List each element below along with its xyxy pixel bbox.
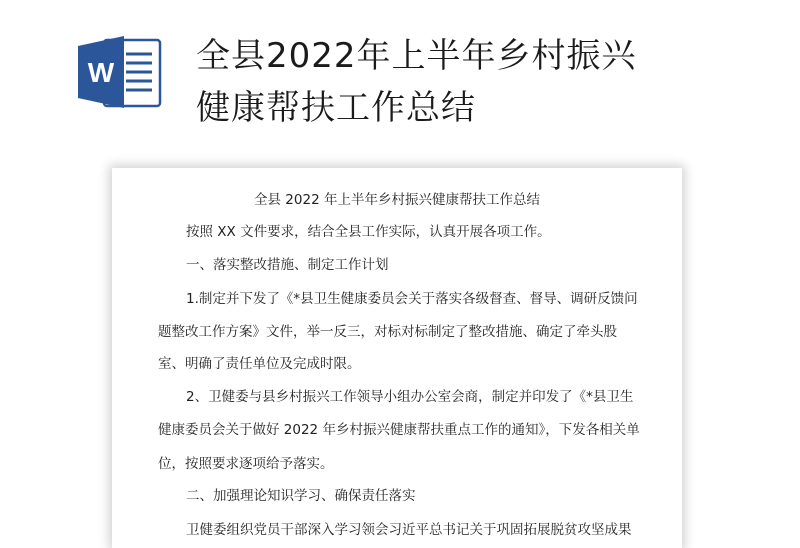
document-line: 1.制定并下发了《*县卫生健康委员会关于落实各级督查、督导、调研反馈问	[186, 291, 638, 307]
document-page	[112, 168, 682, 548]
document-line: 卫健委组织党员干部深入学习领会习近平总书记关于巩固拓展脱贫攻坚成果	[186, 522, 632, 538]
page-title-line-2: 健康帮扶工作总结	[196, 88, 476, 128]
document-line: 题整改工作方案》文件，举一反三，对标对标制定了整改措施、确定了牵头股	[158, 324, 617, 340]
word-document-icon	[76, 34, 164, 110]
document-line: 室、明确了责任单位及完成时限。	[158, 356, 361, 372]
document-title: 全县 2022 年上半年乡村振兴健康帮扶工作总结	[254, 192, 540, 208]
document-line: 2、卫健委与县乡村振兴工作领导小组办公室会商，制定并印发了《*县卫生	[186, 389, 634, 405]
document-line: 健康委员会关于做好 2022 年乡村振兴健康帮扶重点工作的通知》，下发各相关单	[158, 422, 640, 438]
document-line: 二、加强理论知识学习、确保责任落实	[186, 488, 416, 504]
document-line: 一、落实整改措施、制定工作计划	[186, 257, 389, 273]
document-line: 按照 XX 文件要求，结合全县工作实际，认真开展各项工作。	[186, 224, 551, 240]
word-icon-letter: W	[87, 57, 115, 88]
header	[0, 0, 800, 160]
page-title-line-1: 全县2022年上半年乡村振兴	[196, 36, 637, 76]
document-line: 位，按照要求逐项给予落实。	[158, 456, 334, 472]
